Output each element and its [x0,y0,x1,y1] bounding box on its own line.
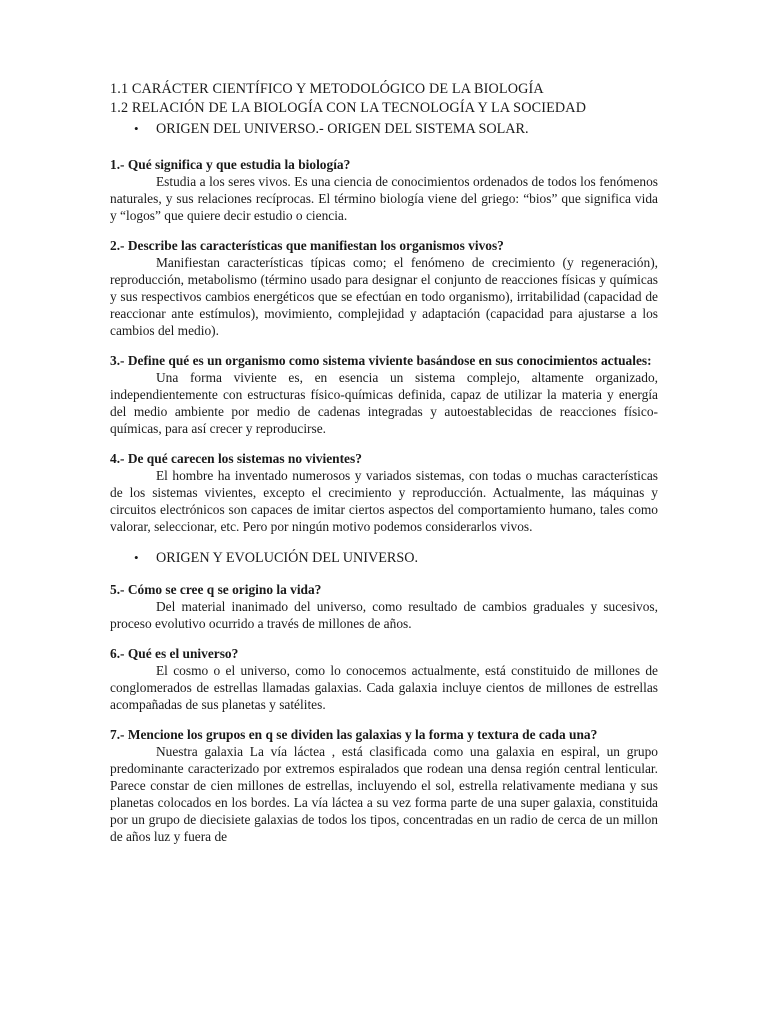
bullet-heading-origen-sistema-solar [110,119,658,139]
question-6: 6.- Qué es el universo? [110,646,239,661]
answer-1: Estudia a los seres vivos. Es una ciencia de conocimientos ordenados de todos los fenómenos naturales, y sus relaciones recíprocas. El término biología viene del griego: “bios” que significa vida y “logos” que quiere decir estudio o ciencia. [110,174,658,223]
section-q2 [110,237,658,339]
section-q3 [110,352,658,437]
answer-5: Del material inanimado del universo, como resultado de cambios graduales y sucesivos, proceso evolutivo ocurrido a través de millones de años. [110,599,658,631]
section-q6 [110,645,658,713]
answer-6: El cosmo o el universo, como lo conocemos actualmente, está constituido de millones de conglomerados de estrellas llamadas galaxias. Cada galaxia incluye cientos de millones de estrellas acompañadas de sus planetas y satélites. [110,663,658,712]
section-q4 [110,450,658,535]
heading-1-1: 1.1 CARÁCTER CIENTÍFICO Y METODOLÓGICO DE LA BIOLOGÍA [110,81,544,97]
question-2: 2.- Describe las características que manifiestan los organismos vivos? [110,238,504,253]
document-page [110,80,658,845]
bullet-icon: • [134,550,139,565]
question-4: 4.- De qué carecen los sistemas no vivientes? [110,451,362,466]
section-q5 [110,581,658,632]
section-q1 [110,156,658,224]
question-1: 1.- Qué significa y que estudia la biología? [110,157,351,172]
bullet-heading-evolucion-universo [110,548,658,568]
answer-7: Nuestra galaxia La vía láctea , está clasificada como una galaxia en espiral, un grupo predominante caracterizado por extremos espiralados que rodean una densa región central lenticular. Parece constar de cien millones de estrellas, incluyendo el sol, estrella relativamente mediana y sus planetas colocados en los bordes. La vía láctea a su vez forma parte de una super galaxia, constituida por un grupo de diecisiete galaxias de todos los tipos, concentradas en un radio de cerca de un millon de años luz y fuera de [110,744,658,844]
section-q7 [110,726,658,845]
bullet-heading-text: ORIGEN DEL UNIVERSO.- ORIGEN DEL SISTEMA SOLAR. [156,121,529,137]
heading-1-2: 1.2 RELACIÓN DE LA BIOLOGÍA CON LA TECNOLOGÍA Y LA SOCIEDAD [110,100,587,116]
answer-3: Una forma viviente es, en esencia un sistema complejo, altamente organizado, independientemente con estructuras físico-químicas definida, capaz de utilizar la materia y energía del medio ambiente por medio de cadenas integradas y autoestablecidas de reacciones físico-químicas, para así crecer y reproducirse. [110,370,658,436]
question-3: 3.- Define qué es un organismo como sistema viviente basándose en sus conocimientos actuales: [110,353,652,368]
bullet-icon: • [134,121,139,136]
question-5: 5.- Cómo se cree q se origino la vida? [110,582,322,597]
answer-2: Manifiestan características típicas como; el fenómeno de crecimiento (y regeneración), reproducción, metabolismo (término usado para designar el conjunto de reacciones físicas y químicas y sus respectivos cambios energéticos que se efectúan en todo organismo), irritabilidad (capacidad de reaccionar ante estímulos), movimiento, complejidad y adaptación (capacidad para ajustarse a los cambios del medio). [110,255,658,338]
answer-4: El hombre ha inventado numerosos y variados sistemas, con todas o muchas características de los sistemas vivientes, excepto el crecimiento y reproducción. Actualmente, las máquinas y circuitos electrónicos son capaces de imitar ciertos aspectos del comportamiento humano, tales como valorar, seleccionar, etc. Pero por ningún motivo podemos considerarlos vivos. [110,468,658,534]
question-7: 7.- Mencione los grupos en q se dividen las galaxias y la forma y textura de cada una? [110,727,598,742]
bullet-heading-text: ORIGEN Y EVOLUCIÓN DEL UNIVERSO. [156,550,419,566]
